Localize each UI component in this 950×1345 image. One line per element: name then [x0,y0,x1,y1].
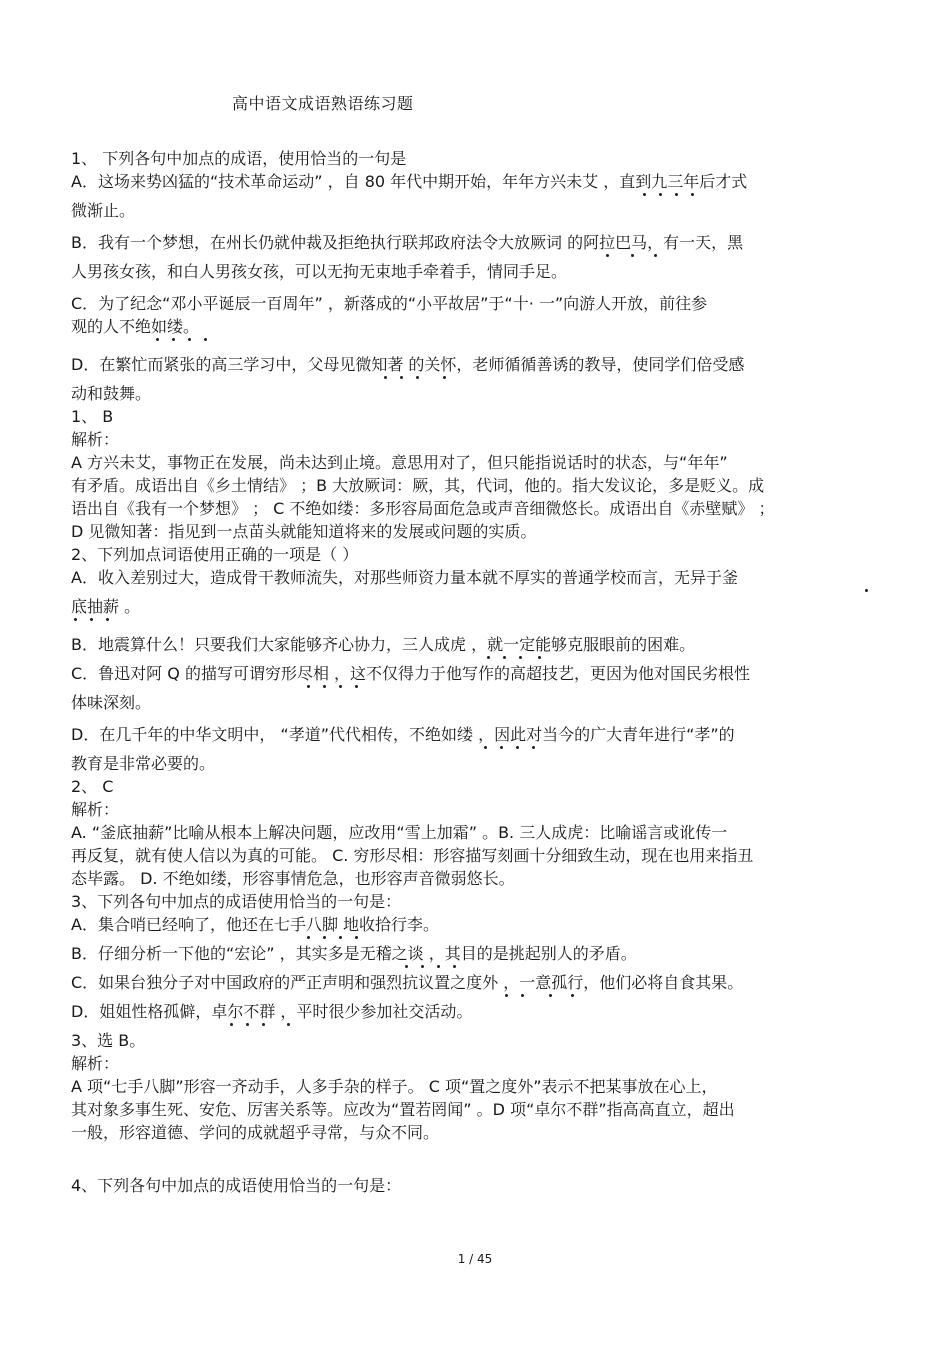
text-line: 观的人不绝如缕。 [71,317,200,336]
emphasis-dots [71,376,879,382]
text-line: 2、 C [71,777,114,796]
emphasis-dots [71,965,879,971]
text-line: D 见微知著：指见到一点苗头就能知道将来的发展或问题的实质。 [71,522,537,541]
text-line: 解析： [71,800,120,819]
text-line: 人男孩女孩，和白人男孩女孩，可以无拘无束地手牵着手，情同手足。 [71,262,568,281]
page-number: 1 / 45 [457,1252,493,1266]
text-line: 动和鼓舞。 [71,384,152,403]
emphasis-dots [71,936,879,942]
emphasis-dots [71,254,879,260]
emphasis-dots [71,338,879,344]
text-line: 态毕露。 D. 不绝如缕，形容事情危急，也形容声音微弱悠长。 [71,869,515,888]
text-line: 有矛盾。成语出自《乡土情结》 ；B 大放厥词：厥，其，代词，他的。指大发议论，多是贬义。成 [71,476,765,495]
text-line: 一般，形容道德、学问的成就超乎寻常，与众不同。 [71,1123,440,1142]
emphasis-dots [71,994,879,1000]
emphasis-dots [71,685,879,691]
text-line: B．我有一个梦想，在州长仍就仲裁及拒绝执行联邦政府法令大放厥词 的阿拉巴马，有一天，黑 [71,233,744,252]
text-line: 1、 B [71,407,114,426]
text-line: 微渐止。 [71,201,136,220]
text-line: C．为了纪念“邓小平诞辰一百周年” ，新落成的“小平故居”于“十· 一”向游人开放，前往参 [71,294,708,313]
text-line: A．这场来势凶猛的“技术革命运动” ，自 80 年代中期开始，年年方兴未艾 ，直到九三年后才式 [71,172,748,191]
text-line: A．收入差别过大，造成骨干教师流失，对那些师资力量本就不厚实的普通学校而言，无异于釜 [71,568,738,587]
emphasis-dots [71,589,879,595]
text-line: A．集合哨已经响了，他还在七手八脚 地收拾行李。 [71,915,440,934]
text-line: 底抽薪 。 [71,597,141,616]
text-line: 3、下列各句中加点的成语使用恰当的一句是： [71,892,402,911]
text-line: 4、下列各句中加点的成语使用恰当的一句是： [71,1176,402,1195]
text-line: C．如果台独分子对中国政府的严正声明和强烈抗议置之度外 ，一意孤行，他们必将自食其果。 [71,973,744,992]
emphasis-dots [71,193,879,199]
text-line: 1、 下列各句中加点的成语，使用恰当的一句是 [71,149,407,168]
text-line: 体味深刻。 [71,693,152,712]
emphasis-dots [71,1023,879,1029]
text-line: D．姐姐性格孤僻，卓尔不群 ，平时很少参加社交活动。 [71,1002,473,1021]
text-line: A. “釜底抽薪”比喻从根本上解决问题，应改用“雪上加霜” 。B. 三人成虎：比喻谣言或讹传一 [71,823,728,842]
text-line: B．地震算什么！只要我们大家能够齐心协力，三人成虎 ，就一定能够克服眼前的困难。 [71,635,696,654]
text-line: 再反复，就有使人信以为真的可能。 C. 穷形尽相：形容描写刻画十分细致生动，现在也用来指丑 [71,846,754,865]
text-line: 2、下列加点词语使用正确的一项是（ ） [71,545,359,564]
text-line: C．鲁迅对阿 Q 的描写可谓穷形尽相 ，这不仅得力于他写作的高超技艺，更因为他对国民劣根性 [71,664,751,683]
document-title: 高中语文成语熟语练习题 [232,94,414,113]
text-line: D．在几千年的中华文明中， “孝道”代代相传，不绝如缕 ，因此对当今的广大青年进行“孝”的 [71,725,735,744]
text-line: 教育是非常必要的。 [71,754,216,773]
text-line: B．仔细分析一下他的“宏论” ，其实多是无稽之谈 ，其目的是挑起别人的矛盾。 [71,944,637,963]
text-line: D．在繁忙而紧张的高三学习中，父母见微知著 的关怀，老师循循善诱的教导，使同学们倍受感 [71,355,745,374]
text-line: 解析： [71,430,120,449]
text-line: A 项“七手八脚”形容一齐动手，人多手杂的样子。 C 项“置之度外”表示不把某事放在心上， [71,1077,718,1096]
text-line: 3、选 B。 [71,1031,146,1050]
emphasis-dots [71,656,879,662]
emphasis-dots [71,618,879,624]
text-line: 解析： [71,1054,120,1073]
text-line: 语出自《我有一个梦想》 ； C 不绝如缕：多形容局面危急或声音细微悠长。成语出自《赤壁赋》 ； [71,499,775,518]
emphasis-dots [71,746,879,752]
text-line: 其对象多事生死、安危、厉害关系等。应改为“置若罔闻” 。D 项“卓尔不群”指高高直立，超出 [71,1100,735,1119]
document-body [71,147,879,1197]
text-line: A 方兴未艾，事物正在发展，尚未达到止境。意思用对了，但只能指说话时的状态，与“年年” [71,453,728,472]
